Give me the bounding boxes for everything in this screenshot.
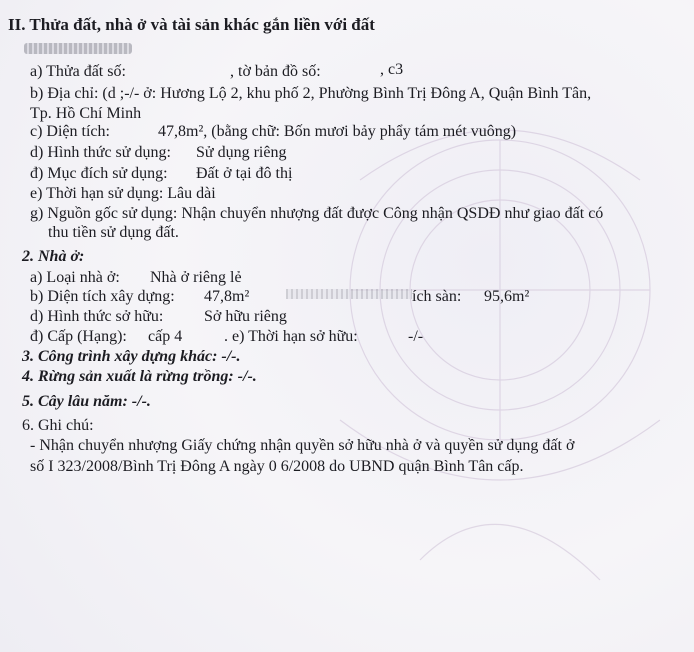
land-use-origin-cont: thu tiền sử dụng đất. bbox=[48, 224, 179, 241]
land-use-form-label: d) Hình thức sử dụng: bbox=[30, 144, 171, 161]
land-use-origin: g) Nguồn gốc sử dụng: Nhận chuyển nhượng đất được Công nhận QSDĐ như giao đất có bbox=[30, 205, 604, 222]
house-type-label: a) Loại nhà ở: bbox=[30, 269, 120, 286]
land-header-obscured bbox=[24, 43, 132, 54]
production-forest: 4. Rừng sản xuất là rừng trồng: -/-. bbox=[22, 368, 257, 385]
land-use-form-value: Sử dụng riêng bbox=[196, 144, 287, 161]
notes-header: 6. Ghi chú: bbox=[22, 417, 94, 434]
notes-line-2: số I 323/2008/Bình Trị Đông A ngày 0 6/2008 do UBND quận Bình Tân cấp. bbox=[30, 458, 524, 475]
house-floor-area-value: 95,6m² bbox=[484, 288, 530, 305]
house-ownership-term-value: -/- bbox=[408, 328, 424, 345]
section-title: II. Thửa đất, nhà ở và tài sản khác gắn liền với đất bbox=[8, 15, 375, 34]
land-use-term: e) Thời hạn sử dụng: Lâu dài bbox=[30, 185, 216, 202]
land-map-sheet-value: , c3 bbox=[380, 61, 404, 78]
house-section-header: 2. Nhà ở: bbox=[22, 248, 85, 265]
land-area-value: 47,8m², (bằng chữ: Bốn mươi bảy phẩy tám mét vuông) bbox=[158, 123, 517, 140]
land-address: b) Địa chỉ: (d ;-/- ở: Hương Lộ 2, khu phố 2, Phường Bình Trị Đông A, Quận Bình Tân, bbox=[30, 85, 592, 102]
other-construction: 3. Công trình xây dựng khác: -/-. bbox=[22, 348, 241, 365]
land-map-sheet: , tờ bản đồ số: bbox=[230, 63, 321, 80]
house-grade-label: đ) Cấp (Hạng): bbox=[30, 328, 127, 345]
house-ownership-value: Sở hữu riêng bbox=[204, 308, 287, 325]
notes-line-1: - Nhận chuyển nhượng Giấy chứng nhận quyền sở hữu nhà ở và quyền sử dụng đất ở bbox=[30, 437, 575, 454]
house-floor-area-label: ích sàn: bbox=[412, 288, 462, 305]
house-floor-area-obscured bbox=[286, 289, 412, 299]
land-area-label: c) Diện tích: bbox=[30, 123, 110, 140]
house-type-value: Nhà ở riêng lẻ bbox=[150, 269, 242, 286]
land-use-purpose-value: Đất ở tại đô thị bbox=[196, 165, 293, 182]
land-use-purpose-label: đ) Mục đích sử dụng: bbox=[30, 165, 168, 182]
house-build-area-value: 47,8m² bbox=[204, 288, 250, 305]
house-build-area-label: b) Diện tích xây dựng: bbox=[30, 288, 175, 305]
house-ownership-term-label: . e) Thời hạn sở hữu: bbox=[224, 328, 358, 345]
house-grade-value: cấp 4 bbox=[148, 328, 183, 345]
land-address-city: Tp. Hồ Chí Minh bbox=[30, 105, 142, 122]
perennial-trees: 5. Cây lâu năm: -/-. bbox=[22, 393, 151, 410]
house-ownership-label: d) Hình thức sở hữu: bbox=[30, 308, 164, 325]
land-parcel-number: a) Thửa đất số: bbox=[30, 63, 126, 80]
